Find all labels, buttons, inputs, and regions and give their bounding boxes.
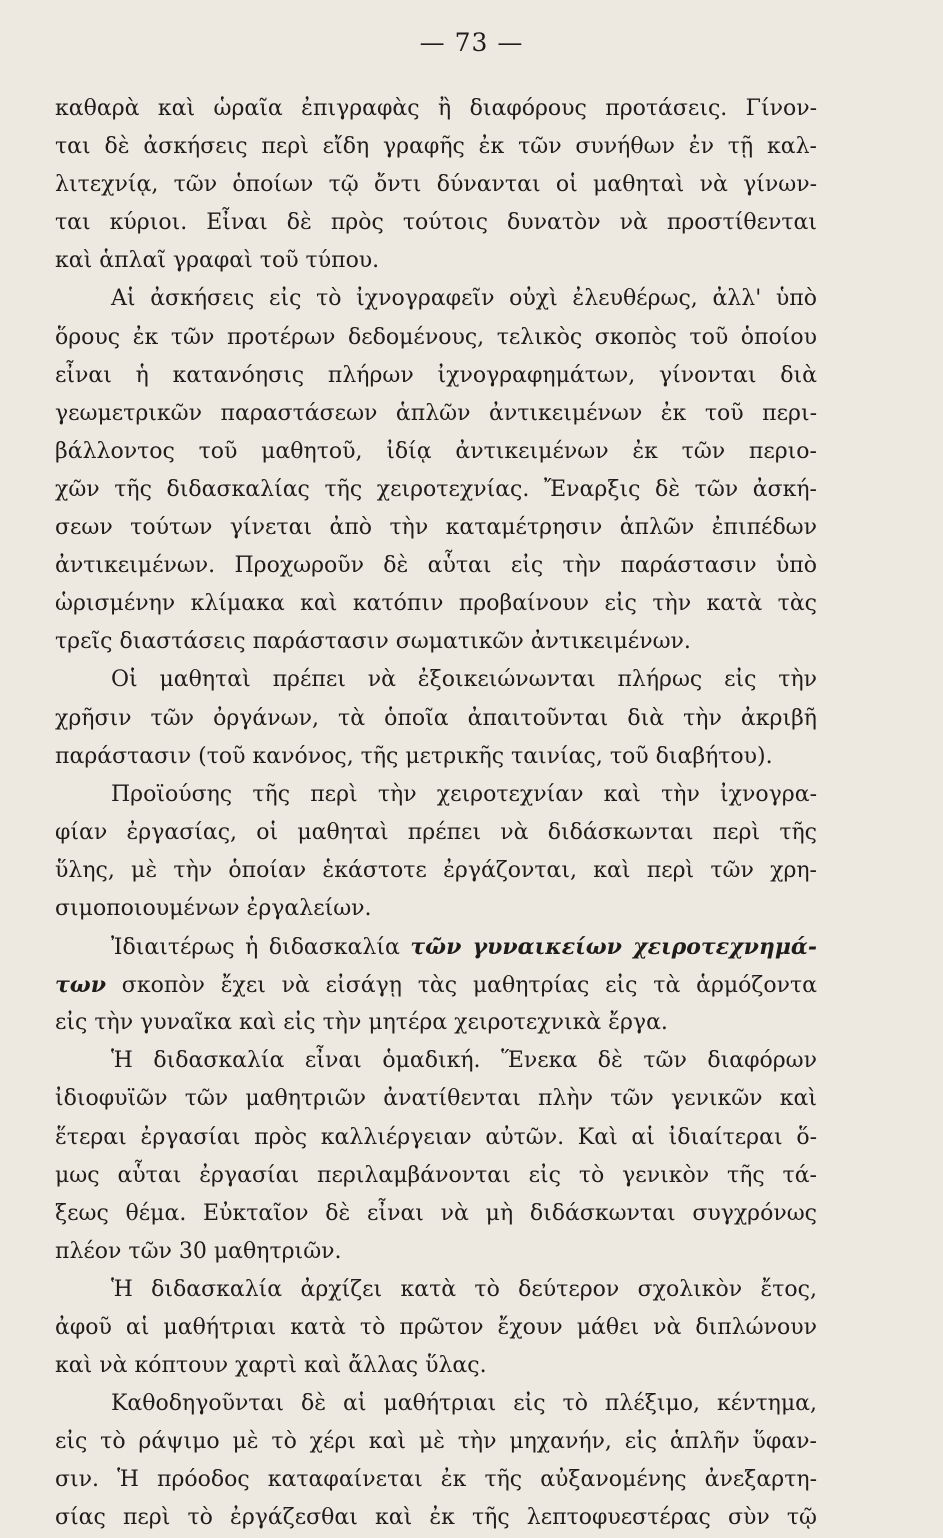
text-line: καθαρὰ καὶ ὡραῖα ἐπιγραφὰς ἢ διαφόρους προτάσεις. Γίνον- (55, 96, 817, 121)
text-line: καὶ ἁπλαῖ γραφαὶ τοῦ τύπου. (55, 248, 380, 274)
text-line: χῶν τῆς διδασκαλίας τῆς χειροτεχνίας. Ἔναρξις δὲ τῶν ἀσκή- (55, 476, 817, 502)
text-line: Καθοδηγοῦνται δὲ αἱ μαθήτριαι εἰς τὸ πλέξιμο, κέντημα, (111, 1391, 817, 1417)
text-line: ὅρους ἐκ τῶν προτέρων δεδομένους, τελικὸς σκοπὸς τοῦ ὁποίου (55, 324, 817, 350)
text-line: σιμοποιουμένων ἐργαλείων. (55, 895, 372, 921)
text-line-emphasis (55, 928, 817, 966)
text-line: ὕλης, μὲ τὴν ὁποίαν ἑκάστοτε ἐργάζονται, καὶ περὶ τῶν χρη- (55, 857, 817, 883)
text-line: πλέον τῶν 30 μαθητριῶν. (55, 1238, 342, 1264)
text-line: Ἡ διδασκαλία ἀρχίζει κατὰ τὸ δεύτερον σχολικὸν ἔτος, (111, 1276, 817, 1302)
text-line: χρῆσιν τῶν ὀργάνων, τὰ ὁποῖα ἀπαιτοῦνται διὰ τὴν ἀκριβῆ (55, 705, 817, 731)
text-line: ται κύριοι. Εἶναι δὲ πρὸς τούτοις δυνατὸν νὰ προστίθενται (55, 210, 817, 236)
text-line: ἕτεραι ἐργασίαι πρὸς καλλιέργειαν αὐτῶν. Καὶ αἱ ἰδιαίτεραι ὅ- (55, 1124, 817, 1150)
text-line: σιν. Ἡ πρόοδος καταφαίνεται ἐκ τῆς αὐξανομένης ἀνεξαρτη- (55, 1467, 817, 1493)
text-line-emphasis (55, 966, 817, 1004)
text-line: ἀντικειμένων. Προχωροῦν δὲ αὗται εἰς τὴν παράστασιν ὑπὸ (55, 553, 817, 579)
text-line: γεωμετρικῶν παραστάσεων ἁπλῶν ἀντικειμένων ἐκ τοῦ περι- (55, 400, 817, 426)
text-line: λιτεχνίᾳ, τῶν ὁποίων τῷ ὄντι δύνανται οἱ μαθηταὶ νὰ γίνων- (55, 172, 817, 198)
text-line: ἰδιοφυϊῶν τῶν μαθητριῶν ἀνατίθενται πλὴν τῶν γενικῶν καὶ (55, 1086, 817, 1112)
text-run: Ἰδιαιτέρως ἡ διδασκαλία (111, 935, 411, 961)
text-line: παράστασιν (τοῦ κανόνος, τῆς μετρικῆς ταινίας, τοῦ διαβήτου). (55, 743, 773, 769)
text-line: φίαν ἐργασίας, οἱ μαθηταὶ πρέπει νὰ διδάσκωνται περὶ τῆς (55, 819, 817, 845)
text-line: εἶναι ἡ κατανόησις πλήρων ἰχνογραφημάτων, γίνονται διὰ (55, 362, 817, 388)
text-line: ξεως θέμα. Εὐκταῖον δὲ εἶναι νὰ μὴ διδάσκωνται συγχρόνως (55, 1200, 817, 1226)
emphasized-phrase: των (55, 972, 107, 999)
text-line: μως αὗται ἐργασίαι περιλαμβάνονται εἰς τὸ γενικὸν τῆς τά- (55, 1162, 817, 1188)
text-line: Προϊούσης τῆς περὶ τὴν χειροτεχνίαν καὶ τὴν ἰχνογρα- (111, 781, 817, 807)
page-number: — 73 — (419, 28, 524, 57)
text-line: σεων τούτων γίνεται ἀπὸ τὴν καταμέτρησιν ἁπλῶν ἐπιπέδων (55, 515, 817, 541)
text-line: Ἡ διδασκαλία εἶναι ὁμαδική. Ἕνεκα δὲ τῶν διαφόρων (111, 1048, 817, 1074)
body-text (55, 90, 817, 1538)
text-line: καὶ νὰ κόπτουν χαρτὶ καὶ ἄλλας ὕλας. (55, 1353, 487, 1379)
text-line: σίας περὶ τὸ ἐργάζεσθαι καὶ ἐκ τῆς λεπτοφυεστέρας σὺν τῷ (55, 1505, 817, 1531)
text-line: Οἱ μαθηταὶ πρέπει νὰ ἐξοικειώνωνται πλήρως εἰς τὴν (111, 667, 817, 693)
text-line: ὡρισμένην κλίμακα καὶ κατόπιν προβαίνουν εἰς τὴν κατὰ τὰς (55, 591, 817, 617)
text-line: εἰς τὴν γυναῖκα καὶ εἰς τὴν μητέρα χειροτεχνικὰ ἔργα. (55, 1010, 668, 1036)
text-line: εἰς τὸ ράψιμο μὲ τὸ χέρι καὶ μὲ τὴν μηχανήν, εἰς ἁπλῆν ὕφαν- (55, 1429, 817, 1455)
text-line: ἀφοῦ αἱ μαθήτριαι κατὰ τὸ πρῶτον ἔχουν μάθει νὰ διπλώνουν (55, 1315, 817, 1340)
text-line: βάλλοντος τοῦ μαθητοῦ, ἰδίᾳ ἀντικειμένων ἐκ τῶν περιο- (55, 438, 817, 464)
text-run: σκοπὸν ἔχει νὰ εἰσάγῃ τὰς μαθητρίας εἰς τὰ ἁρμόζοντα (106, 973, 817, 999)
emphasized-phrase: τῶν γυναικείων χειροτεχνημά- (410, 934, 817, 961)
text-line: ται δὲ ἀσκήσεις περὶ εἴδη γραφῆς ἐκ τῶν συνήθων ἐν τῇ καλ- (55, 134, 817, 160)
text-line: Αἱ ἀσκήσεις εἰς τὸ ἰχνογραφεῖν οὐχὶ ἐλευθέρως, ἀλλ' ὑπὸ (111, 286, 817, 312)
text-line: τρεῖς διαστάσεις παράστασιν σωματικῶν ἀντικειμένων. (55, 629, 691, 655)
